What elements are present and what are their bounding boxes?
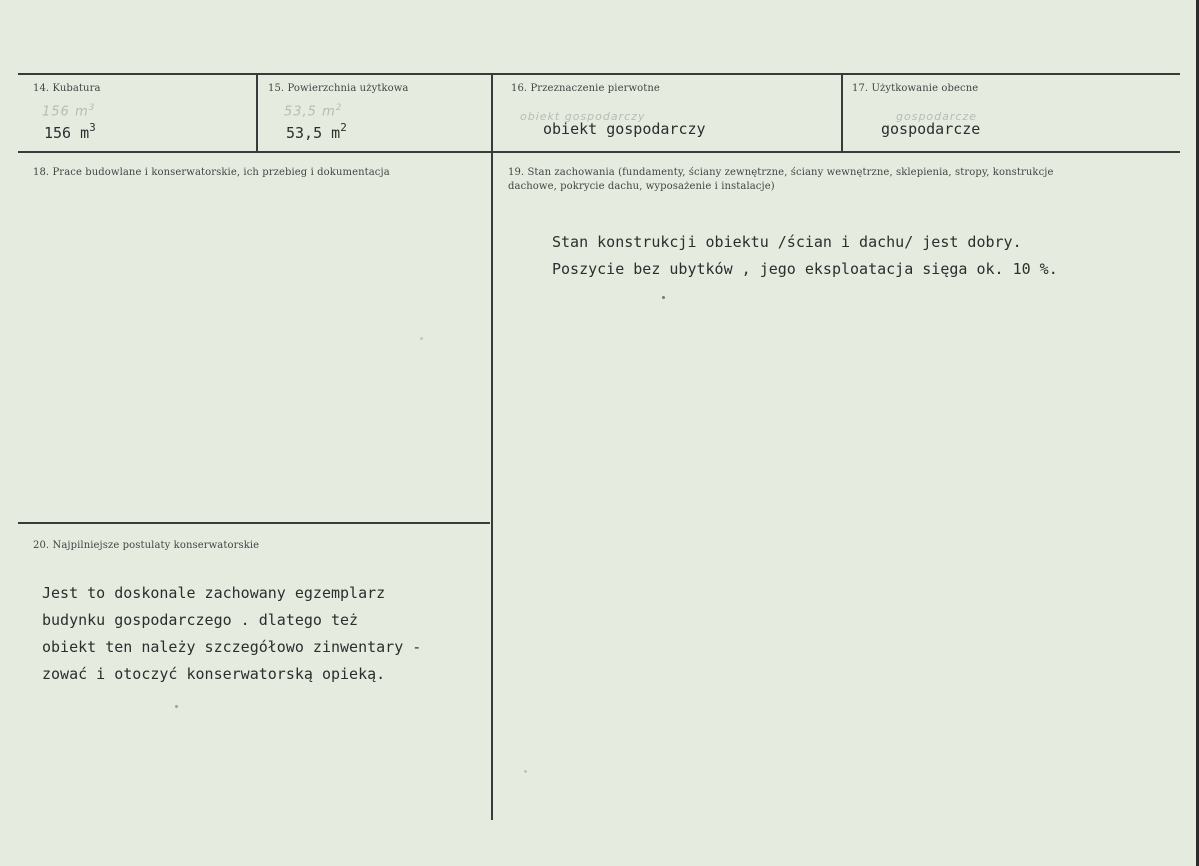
powierzchnia-label: 15. Powierzchnia użytkowa bbox=[268, 83, 409, 94]
stan-line: Stan konstrukcji obiektu /ścian i dachu/ jest dobry. bbox=[552, 233, 1022, 251]
stan-line: Poszycie bez ubytków , jego eksploatacja sięga ok. 10 %. bbox=[552, 260, 1058, 278]
section-20-rule bbox=[18, 522, 490, 524]
ink-speck bbox=[175, 705, 178, 708]
postulaty-text bbox=[42, 580, 421, 688]
powierzchnia-value: 53,5 $m^2$ bbox=[286, 121, 347, 142]
przeznaczenie-pencil-note: obiekt gospodarczy bbox=[520, 110, 646, 123]
uzytkowanie-label: 17. Użytkowanie obecne bbox=[852, 83, 979, 94]
top-rule bbox=[18, 73, 1180, 75]
ink-speck bbox=[524, 770, 527, 773]
ink-speck bbox=[662, 296, 665, 299]
uzytkowanie-value: gospodarcze bbox=[881, 120, 981, 138]
kubatura-label: 14. Kubatura bbox=[33, 83, 101, 94]
stan-label: 19. Stan zachowania (fundamenty, ściany zewnętrzne, ściany wewnętrzne, sklepienia, stropy, konstrukcje dachowe, pokrycie dachu, wyposażenie i instalacje) bbox=[508, 167, 1054, 192]
divider-main bbox=[491, 73, 493, 820]
uzytkowanie-pencil-note: gospodarcze bbox=[896, 110, 977, 123]
stan-text bbox=[552, 229, 1058, 283]
divider-14-15 bbox=[256, 73, 258, 153]
powierzchnia-pencil-note: 53,5 $m^2$ bbox=[284, 103, 343, 120]
przeznaczenie-value: obiekt gospodarczy bbox=[543, 120, 706, 138]
ink-speck bbox=[420, 337, 423, 340]
row-rule bbox=[18, 151, 1180, 153]
divider-16-17 bbox=[841, 73, 843, 153]
przeznaczenie-label: 16. Przeznaczenie pierwotne bbox=[511, 83, 660, 94]
postulaty-line: zować i otoczyć konserwatorską opieką. bbox=[42, 665, 386, 683]
postulaty-label: 20. Najpilniejsze postulaty konserwatorskie bbox=[33, 540, 260, 551]
postulaty-line: budynku gospodarczego . dlatego też bbox=[42, 611, 359, 629]
kubatura-value: 156 $m^3$ bbox=[44, 121, 96, 142]
postulaty-line: Jest to doskonale zachowany egzemplarz bbox=[42, 584, 386, 602]
prace-label: 18. Prace budowlane i konserwatorskie, ich przebieg i dokumentacja bbox=[33, 167, 390, 178]
kubatura-pencil-note: 156 $m^3$ bbox=[42, 103, 96, 120]
postulaty-line: obiekt ten należy szczegółowo zinwentary - bbox=[42, 638, 422, 656]
